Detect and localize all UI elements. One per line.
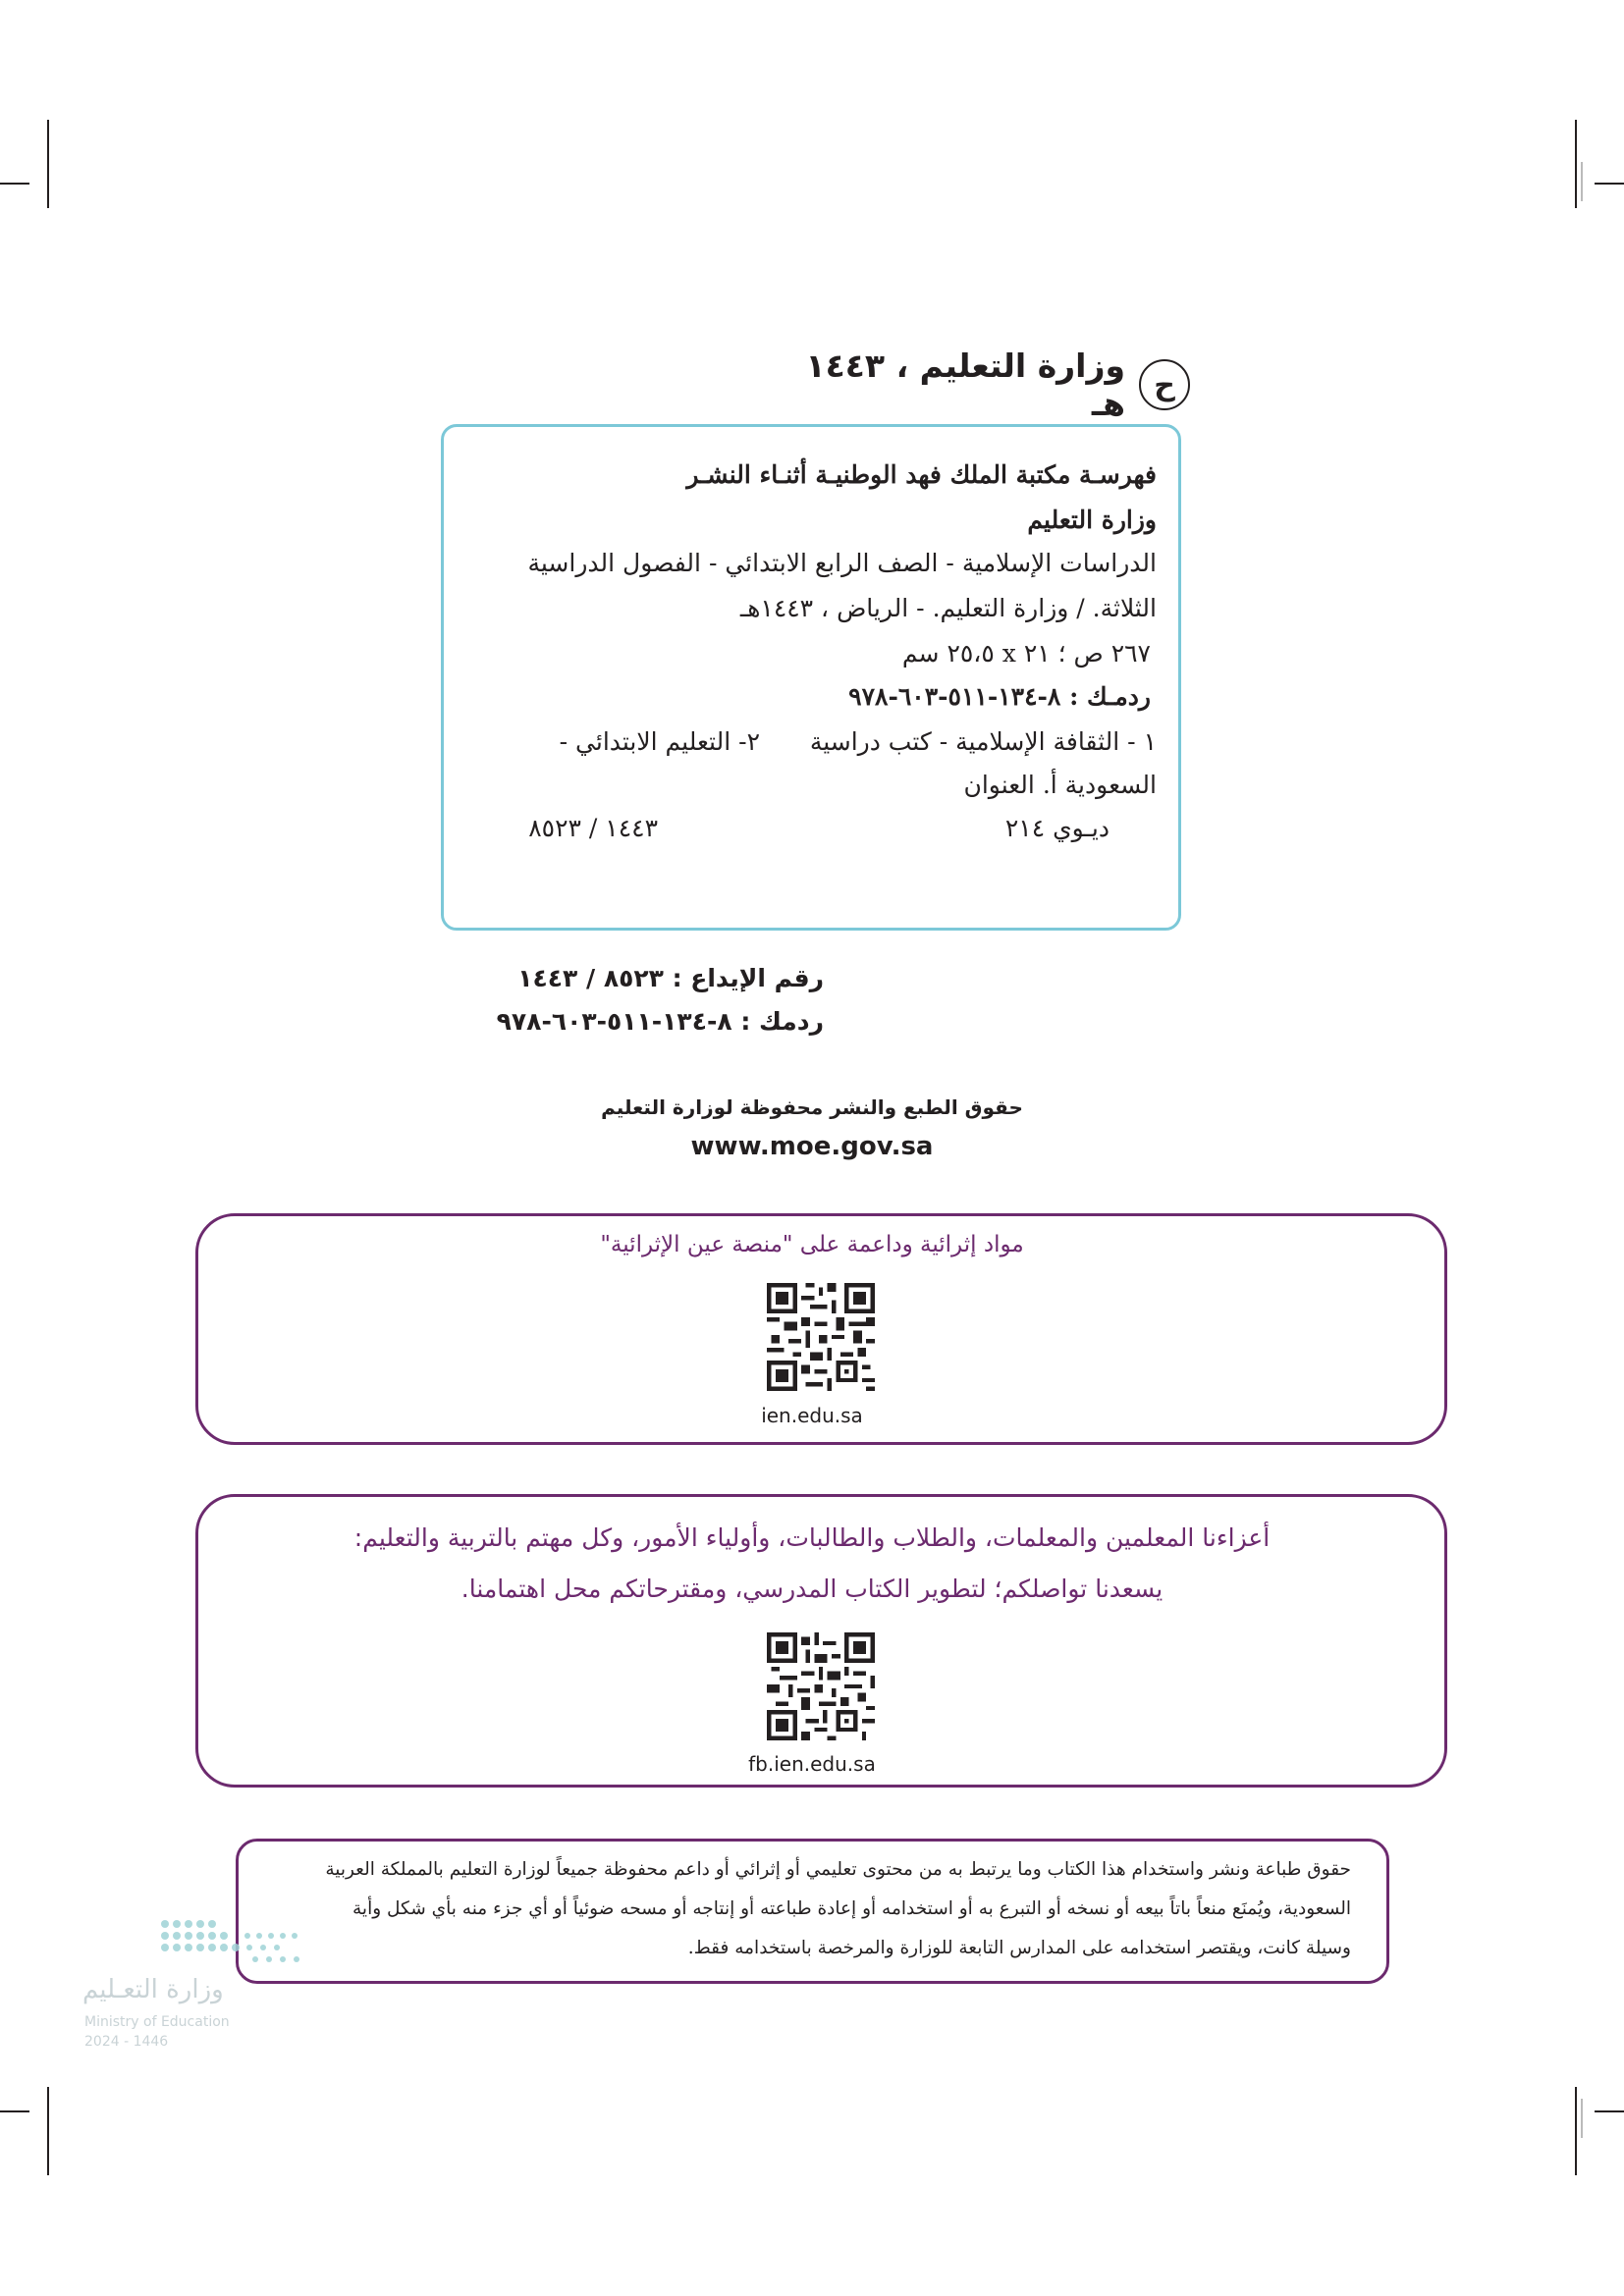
crop-mark bbox=[1595, 183, 1624, 185]
legal-isbn: ردمك : ٨-١٣٤-٥١١-٦٠٣-٩٧٨ bbox=[496, 1007, 824, 1036]
feedback-qr-code[interactable] bbox=[767, 1632, 875, 1740]
crop-mark bbox=[1575, 2087, 1577, 2175]
cip-dewey: ديـوي ٢١٤ bbox=[1004, 814, 1110, 842]
crop-mark bbox=[1575, 120, 1577, 208]
crop-mark bbox=[47, 2087, 49, 2175]
feedback-line1: أعزاءنا المعلمين والمعلمات، والطلاب والطالبات، وأولياء الأمور، وكل مهتم بالتربية والتعليم: bbox=[353, 1523, 1271, 1552]
cip-subject1: ١ - الثقافة الإسلامية - كتب دراسية bbox=[809, 727, 1157, 756]
cip-line2: الثلاثة. / وزارة التعليم. - الرياض ، ١٤٤٣هـ bbox=[739, 594, 1157, 622]
enrichment-qr-code[interactable] bbox=[767, 1283, 875, 1391]
crop-mark bbox=[1581, 2099, 1583, 2138]
notice-line3: وسيلة كانت، ويقتصر استخدامه على المدارس التابعة للوزارة والمرخصة باستخدامه فقط. bbox=[687, 1938, 1351, 1958]
moe-watermark-year: 2024 - 1446 bbox=[84, 2034, 169, 2050]
notice-line2: السعودية، ويُمنَع منعاً باتاً بيعه أو نسخه أو التبرع به أو استخدامه أو إعادة طباعته أو إنتاجه أو مسحه ضوئياً أو أي جزء منه بأي شكل وأية bbox=[352, 1898, 1351, 1919]
feedback-link[interactable]: fb.ien.edu.sa bbox=[748, 1752, 876, 1776]
crop-mark bbox=[47, 120, 49, 208]
copyright-symbol: ح bbox=[1139, 359, 1190, 410]
enrichment-text: مواد إثرائية وداعمة على "منصة عين الإثرائية" bbox=[600, 1232, 1024, 1257]
moe-watermark-english: Ministry of Education bbox=[84, 2014, 230, 2030]
crop-mark bbox=[0, 183, 29, 185]
cip-isbn: ردمـك : ٨-١٣٤-٥١١-٦٠٣-٩٧٨ bbox=[848, 682, 1151, 711]
cip-subject3: السعودية أ. العنوان bbox=[963, 771, 1157, 799]
crop-mark bbox=[1581, 162, 1583, 201]
feedback-line2: يسعدنا تواصلكم؛ لتطوير الكتاب المدرسي، ومقترحاتكم محل اهتمامنا. bbox=[460, 1575, 1164, 1603]
legal-deposit: رقم الإيداع : ٨٥٢٣ / ١٤٤٣ bbox=[517, 964, 824, 992]
cip-title: فهرسـة مكتبة الملك فهد الوطنيـة أثنـاء النشـر bbox=[686, 460, 1157, 489]
cip-pages: ٢٦٧ ص ؛ ٢١ x ٢٥،٥ سم bbox=[901, 639, 1151, 667]
crop-mark bbox=[1595, 2110, 1624, 2112]
notice-line1: حقوق طباعة ونشر واستخدام هذا الكتاب وما يرتبط به من محتوى تعليمي أو إثرائي أو داعم محفوظة جميعاً لوزارة التعليم بالمملكة العربية bbox=[325, 1859, 1351, 1880]
cip-line1: الدراسات الإسلامية - الصف الرابع الابتدائي - الفصول الدراسية bbox=[527, 549, 1157, 577]
cip-box bbox=[441, 424, 1181, 931]
moe-watermark-arabic: وزارة التعـليم bbox=[82, 1975, 224, 2004]
crop-mark bbox=[0, 2110, 29, 2112]
moe-watermark-logo bbox=[82, 1912, 338, 2059]
cip-subject2: ٢- التعليم الابتدائي - bbox=[559, 727, 760, 756]
copyright-text: وزارة التعليم ، ١٤٤٣ هـ bbox=[805, 347, 1125, 423]
cip-author: وزارة التعليم bbox=[1027, 506, 1157, 534]
legal-notice-box bbox=[236, 1839, 1389, 1984]
cip-deposit: ١٤٤٣ / ٨٥٢٣ bbox=[528, 814, 658, 842]
copyright-line bbox=[805, 347, 1190, 423]
enrichment-link[interactable]: ien.edu.sa bbox=[761, 1404, 863, 1427]
moe-url[interactable]: www.moe.gov.sa bbox=[690, 1132, 934, 1161]
rights-text: حقوق الطبع والنشر محفوظة لوزارة التعليم bbox=[601, 1095, 1023, 1119]
